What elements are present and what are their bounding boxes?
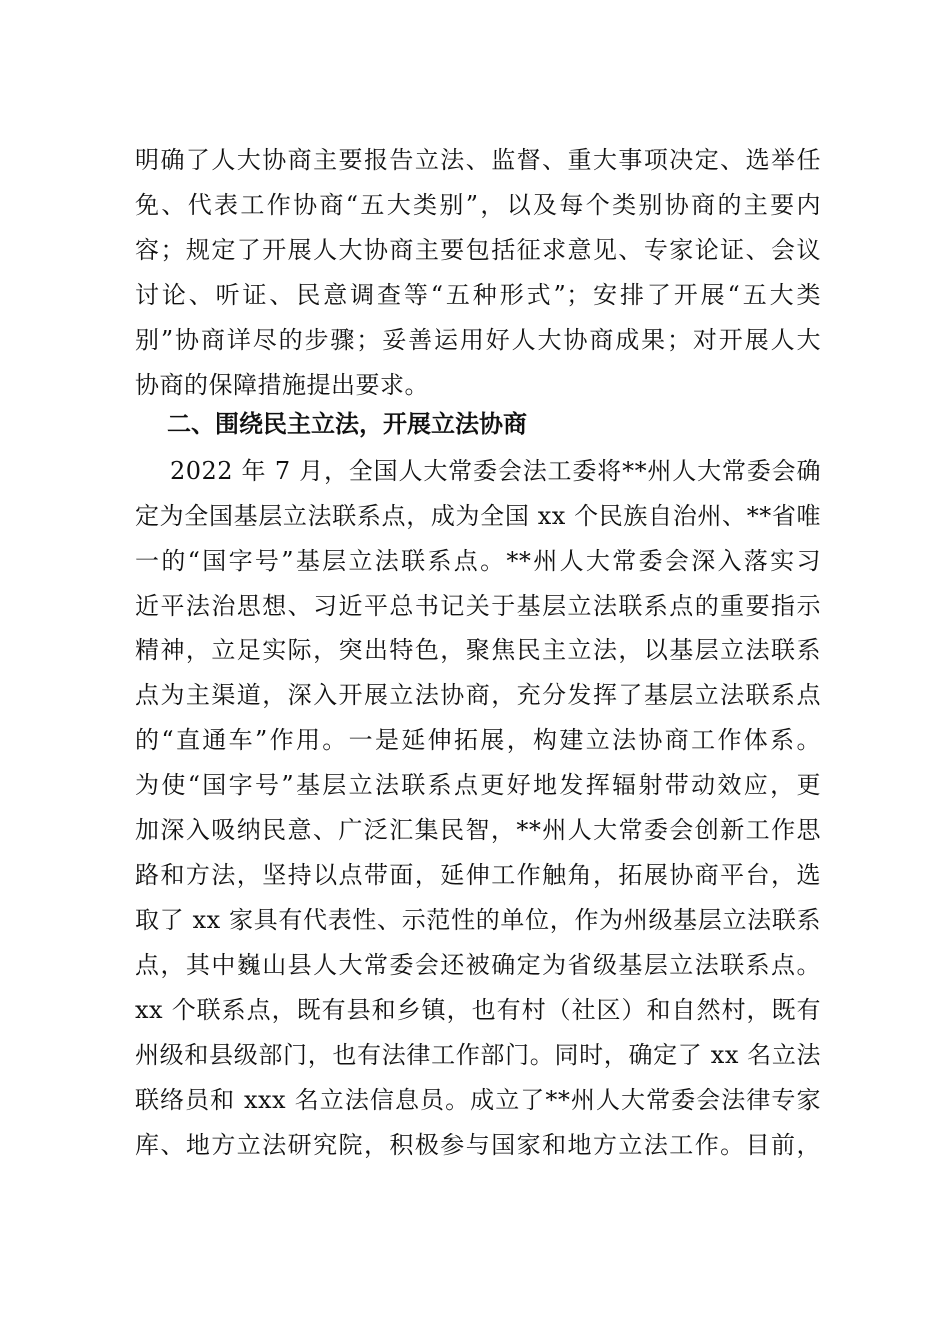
text-line: 路和方法，坚持以点带面，延伸工作触角，拓展协商平台，选 (135, 861, 821, 890)
text-line: 定为全国基层立法联系点，成为全国 xx 个民族自治州、**省唯 (135, 501, 821, 530)
text-line: 2022 年 7 月，全国人大常委会法工委将**州人大常委会确 (170, 456, 821, 485)
text-line: 明确了人大协商主要报告立法、监督、重大事项决定、选举任 (135, 146, 821, 174)
text-line: 州级和县级部门，也有法律工作部门。同时，确定了 xx 名立法 (135, 1041, 821, 1069)
text-line: 容；规定了开展人大协商主要包括征求意见、专家论证、会议 (135, 235, 821, 264)
text-line: 取了 xx 家具有代表性、示范性的单位，作为州级基层立法联系 (135, 906, 821, 935)
text-line: 协商的保障措施提出要求。 (135, 370, 429, 399)
text-line: 免、代表工作协商“五大类别”，以及每个类别协商的主要内 (135, 190, 821, 219)
text-line: 加深入吸纳民意、广泛汇集民智，**州人大常委会创新工作思 (135, 816, 821, 845)
text-line: 别”协商详尽的步骤；妥善运用好人大协商成果；对开展人大 (135, 325, 821, 354)
text-line: 库、地方立法研究院，积极参与国家和地方立法工作。目前， (135, 1130, 821, 1159)
text-line: 为使“国字号”基层立法联系点更好地发挥辐射带动效应，更 (135, 771, 821, 800)
text-line: 联络员和 xxx 名立法信息员。成立了**州人大常委会法律专家 (135, 1085, 821, 1114)
text-line: 精神，立足实际，突出特色，聚焦民主立法，以基层立法联系 (135, 636, 821, 665)
text-line: 讨论、听证、民意调查等“五种形式”；安排了开展“五大类 (135, 280, 821, 309)
text-line: 近平法治思想、习近平总书记关于基层立法联系点的重要指示 (135, 591, 821, 620)
text-line: 点，其中巍山县人大常委会还被确定为省级基层立法联系点。 (135, 951, 821, 980)
text-line: 的“直通车”作用。一是延伸拓展，构建立法协商工作体系。 (135, 726, 821, 755)
section-heading: 二、围绕民主立法，开展立法协商 (167, 409, 527, 438)
text-line: xx 个联系点，既有县和乡镇，也有村（社区）和自然村，既有 (135, 996, 821, 1025)
text-line: 点为主渠道，深入开展立法协商，充分发挥了基层立法联系点 (135, 681, 821, 710)
text-line: 一的“国字号”基层立法联系点。**州人大常委会深入落实习 (135, 546, 821, 575)
